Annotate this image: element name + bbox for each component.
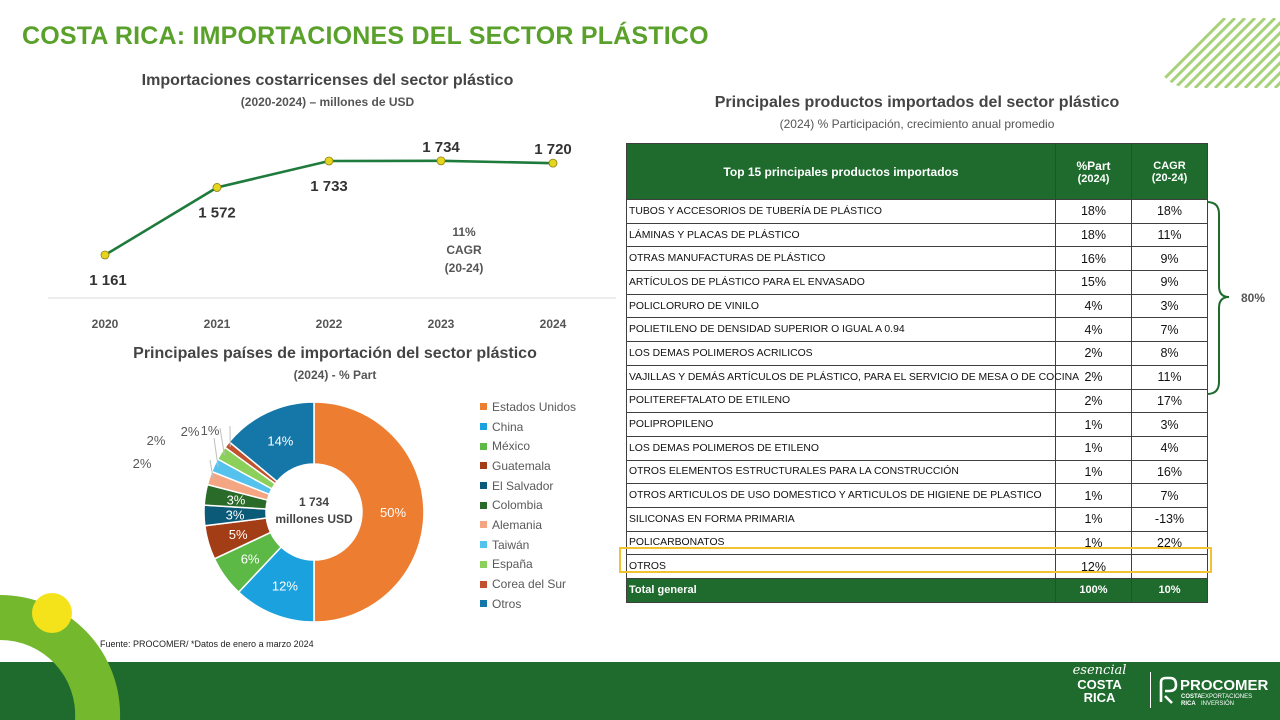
donut-chart-title: Principales países de importación del sector plástico	[133, 345, 537, 362]
cell-cagr: 3%	[1132, 294, 1208, 318]
cell-cagr: 8%	[1132, 342, 1208, 366]
slice-label-estados-unidos: 50%	[379, 505, 407, 520]
bracket-80	[1205, 200, 1235, 396]
slice-label-alemania: 2%	[132, 456, 152, 471]
esencial-costa-rica-logo	[1052, 664, 1147, 714]
header-cagr	[1132, 144, 1208, 200]
legend-swatch-corea-del-sur	[480, 581, 487, 588]
cell-cagr: 10%	[1132, 579, 1208, 603]
legend-label-estados-unidos: Estados Unidos	[492, 399, 577, 414]
esencial-costa: COSTA	[1077, 677, 1122, 692]
line-chart-subtitle: (2020-2024) – millones de USD	[240, 95, 415, 109]
table-row	[627, 413, 1208, 437]
legend-item-taiw-n	[480, 535, 576, 555]
table-row	[627, 389, 1208, 413]
legend-swatch-otros	[480, 600, 487, 607]
legend-item-colombia	[480, 495, 576, 515]
header-part-line2: (2024)	[1077, 172, 1110, 185]
cagr-annotation-2: CAGR	[446, 243, 482, 257]
cell-product: LOS DEMAS POLIMEROS DE ETILENO	[627, 436, 1056, 460]
cell-part: 1%	[1056, 460, 1132, 484]
header-part	[1056, 144, 1132, 200]
cell-product: OTRAS MANUFACTURAS DE PLÁSTICO	[627, 247, 1056, 271]
cell-product: Total general	[627, 579, 1056, 603]
cell-part: 18%	[1056, 223, 1132, 247]
cell-part: 15%	[1056, 271, 1132, 295]
legend-item-el-salvador	[480, 476, 576, 496]
data-point-2023	[437, 157, 445, 165]
legend-item-alemania	[480, 515, 576, 535]
table-row	[627, 484, 1208, 508]
legend-swatch-el-salvador	[480, 482, 487, 489]
cell-part: 4%	[1056, 318, 1132, 342]
legend-label-el-salvador: El Salvador	[492, 478, 554, 493]
cell-part: 2%	[1056, 389, 1132, 413]
cell-cagr: -13%	[1132, 507, 1208, 531]
data-label-2022: 1 733	[310, 178, 348, 196]
esencial-script: esencial	[1072, 663, 1127, 678]
slice-label-el-salvador: 3%	[225, 507, 245, 523]
data-label-2021: 1 572	[198, 204, 236, 222]
legend-swatch-alemania	[480, 521, 487, 528]
table-row	[627, 460, 1208, 484]
table-row	[627, 247, 1208, 271]
data-point-2022	[325, 157, 333, 165]
legend-item-estados-unidos	[480, 397, 576, 417]
data-label-2020: 1 161	[89, 271, 127, 289]
cell-part: 1%	[1056, 531, 1132, 555]
procomer-name: PROCOMER	[1180, 677, 1269, 694]
legend-swatch-espa-a	[480, 561, 487, 568]
cell-part: 1%	[1056, 484, 1132, 508]
slice-label-colombia: 3%	[226, 492, 246, 508]
table-title: Principales productos importados del sector plástico	[714, 94, 1120, 111]
table-row	[627, 200, 1208, 224]
cell-cagr: 16%	[1132, 460, 1208, 484]
table-row	[627, 507, 1208, 531]
x-tick-2021: 2021	[203, 317, 231, 331]
table-row	[627, 271, 1208, 295]
cell-product: LÁMINAS Y PLACAS DE PLÁSTICO	[627, 223, 1056, 247]
bracket-label: 80%	[1241, 291, 1266, 305]
legend-swatch-taiw-n	[480, 541, 487, 548]
x-tick-2022: 2022	[315, 317, 343, 331]
legend-swatch-m-xico	[480, 443, 487, 450]
data-label-2024: 1 720	[534, 141, 572, 159]
slice-label-corea-del-sur: 1%	[200, 423, 220, 438]
legend-label-china: China	[492, 419, 524, 434]
legend-item-otros	[480, 594, 576, 614]
donut-center-value: 1 734	[298, 495, 330, 509]
legend-label-alemania: Alemania	[492, 517, 543, 532]
cell-product: OTROS ARTICULOS DE USO DOMESTICO Y ARTICULOS DE HIGIENE DE PLASTICO	[627, 484, 1056, 508]
cell-cagr: 11%	[1132, 365, 1208, 389]
legend-swatch-guatemala	[480, 462, 487, 469]
header-part-line1: %Part	[1076, 158, 1111, 173]
cell-product: TUBOS Y ACCESORIOS DE TUBERÍA DE PLÁSTICO	[627, 200, 1056, 224]
cell-cagr: 17%	[1132, 389, 1208, 413]
legend-label-m-xico: México	[492, 439, 531, 454]
cell-product: POLIETILENO DE DENSIDAD SUPERIOR O IGUAL A 0.94	[627, 318, 1056, 342]
donut-chart	[120, 390, 460, 630]
highlight-box-policarbonatos	[619, 547, 1212, 573]
table-header-row	[627, 144, 1208, 200]
cell-product: POLIPROPILENO	[627, 413, 1056, 437]
legend-item-m-xico	[480, 436, 576, 456]
legend-swatch-estados-unidos	[480, 403, 487, 410]
cell-cagr: 7%	[1132, 318, 1208, 342]
cell-product: ARTÍCULOS DE PLÁSTICO PARA EL ENVASADO	[627, 271, 1056, 295]
cell-cagr: 9%	[1132, 247, 1208, 271]
legend-swatch-china	[480, 423, 487, 430]
slice-label-taiw-n: 2%	[146, 433, 166, 448]
table-subtitle: (2024) % Participación, crecimiento anual promedio	[779, 117, 1055, 131]
products-table	[626, 143, 1208, 603]
x-tick-2024: 2024	[539, 317, 567, 331]
x-tick-2020: 2020	[91, 317, 119, 331]
cell-product: POLICARBONATOS	[627, 531, 1056, 555]
data-point-2021	[213, 183, 221, 191]
legend-item-china	[480, 417, 576, 437]
cell-part: 2%	[1056, 365, 1132, 389]
cell-product: POLITEREFTALATO DE ETILENO	[627, 389, 1056, 413]
line-chart	[48, 138, 618, 340]
table-row	[627, 365, 1208, 389]
slice-label-espa-a: 2%	[180, 424, 200, 439]
data-point-2024	[549, 159, 557, 167]
cell-cagr: 4%	[1132, 436, 1208, 460]
cell-cagr: 9%	[1132, 271, 1208, 295]
slice-label-guatemala: 5%	[228, 527, 248, 543]
cell-product: OTROS	[627, 555, 1056, 579]
table-row	[627, 318, 1208, 342]
table-row	[627, 223, 1208, 247]
legend-label-espa-a: España	[492, 557, 533, 572]
cell-part: 1%	[1056, 413, 1132, 437]
esencial-rica: RICA	[1083, 690, 1116, 705]
cagr-annotation-3: (20-24)	[444, 261, 484, 275]
table-row	[627, 342, 1208, 366]
decorative-arc	[0, 585, 140, 720]
cell-part: 2%	[1056, 342, 1132, 366]
cell-cagr: 11%	[1132, 223, 1208, 247]
cell-part: 1%	[1056, 507, 1132, 531]
table-row	[627, 294, 1208, 318]
cell-part: 12%	[1056, 555, 1132, 579]
procomer-inversion: INVERSIÓN	[1201, 701, 1235, 707]
header-cagr-line1: CAGR	[1153, 159, 1186, 172]
cell-part: 18%	[1056, 200, 1132, 224]
cell-product: OTROS ELEMENTOS ESTRUCTURALES PARA LA CONSTRUCCIÓN	[627, 460, 1056, 484]
cell-cagr: 7%	[1132, 484, 1208, 508]
procomer-exportaciones: EXPORTACIONES	[1201, 694, 1253, 700]
procomer-costa: COSTA	[1181, 694, 1202, 700]
legend-label-guatemala: Guatemala	[492, 458, 551, 473]
cell-cagr: 22%	[1132, 531, 1208, 555]
legend-label-taiw-n: Taiwán	[492, 537, 530, 552]
legend-label-corea-del-sur: Corea del Sur	[492, 577, 567, 592]
donut-legend	[480, 397, 576, 614]
logo-divider	[1150, 672, 1151, 708]
header-cagr-line2: (20-24)	[1151, 171, 1188, 184]
table-total-row	[627, 579, 1208, 603]
cell-part: 1%	[1056, 436, 1132, 460]
donut-chart-subtitle: (2024) - % Part	[293, 368, 377, 382]
legend-swatch-colombia	[480, 502, 487, 509]
cell-part: 16%	[1056, 247, 1132, 271]
donut-center-unit: millones USD	[275, 512, 353, 526]
legend-item-corea-del-sur	[480, 574, 576, 594]
procomer-rica: RICA	[1181, 701, 1196, 707]
data-label-2023: 1 734	[422, 138, 460, 156]
slice-label-m-xico: 6%	[240, 551, 260, 567]
line-chart-title: Importaciones costarricenses del sector plástico	[141, 72, 514, 89]
legend-label-colombia: Colombia	[492, 498, 543, 513]
legend-item-espa-a	[480, 555, 576, 575]
page-title: COSTA RICA: IMPORTACIONES DEL SECTOR PLÁSTICO	[22, 22, 709, 50]
legend-label-otros: Otros	[492, 596, 522, 611]
cagr-annotation-1: 11%	[452, 225, 476, 239]
series-line	[105, 161, 553, 255]
x-tick-2023: 2023	[427, 317, 455, 331]
cell-cagr: 3%	[1132, 413, 1208, 437]
cell-part: 4%	[1056, 294, 1132, 318]
source-note: Fuente: PROCOMER/ *Datos de enero a marzo 2024	[100, 639, 314, 649]
cell-product: VAJILLAS Y DEMÁS ARTÍCULOS DE PLÁSTICO, PARA EL SERVICIO DE MESA O DE COCINA	[627, 365, 1056, 389]
slice-label-otros: 14%	[267, 433, 294, 449]
procomer-logo-icon	[1158, 676, 1178, 704]
table-row	[627, 436, 1208, 460]
cell-cagr: 18%	[1132, 200, 1208, 224]
cell-product: LOS DEMAS POLIMEROS ACRILICOS	[627, 342, 1056, 366]
cell-part: 100%	[1056, 579, 1132, 603]
header-product: Top 15 principales productos importados	[627, 144, 1056, 200]
data-point-2020	[101, 251, 109, 259]
cell-product: POLICLORURO DE VINILO	[627, 294, 1056, 318]
cell-product: SILICONAS EN FORMA PRIMARIA	[627, 507, 1056, 531]
slice-label-china: 12%	[271, 578, 298, 594]
legend-item-guatemala	[480, 456, 576, 476]
decorative-stripes	[1155, 18, 1280, 88]
